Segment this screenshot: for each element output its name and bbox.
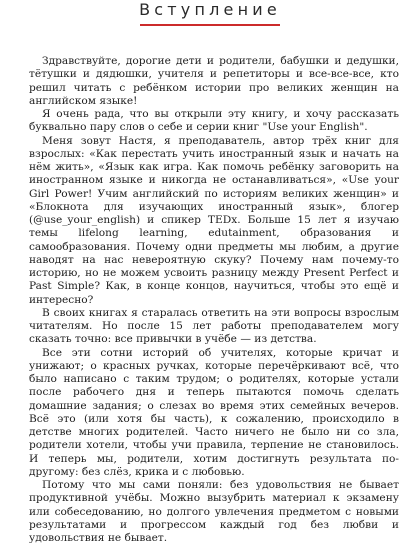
page-heading: Вступление bbox=[139, 0, 281, 19]
paragraph-stories: Все эти сотни историй об учителях, которые кричат и унижают; о красных ручках, которые перечёркивают всё, что было написано с таким трудом; о родителях, которые устали после рабочего дня и теперь пытаются помочь сделать домашние задания; о слезах во время этих семейных вечеров. Всё это (или хотя бы часть), к сожалению, происходило в детстве многих родителей. Часто ничего не было ни со зла, родители хотели, чтобы учи правила, терпение не становилось. И теперь мы, родители, хотим достигнуть результата по-другому: без слёз, крика и с любовью. bbox=[29, 346, 399, 478]
paragraph-greeting: Здравствуйте, дорогие дети и родители, бабушки и дедушки, тётушки и дядюшки, учителя и репетиторы и все-все-все, кто решил читать с ребёнком истории про великих женщин на английском языке! bbox=[29, 55, 399, 107]
paragraph-conclusion: Потому что мы сами поняли: без удовольствия не бывает продуктивной учёбы. Можно вызубрить материал к экзамену или собеседованию, но долгого увлечения предметом с новыми результатами и прогрессом каждый год без любви и удовольствия не бывает. bbox=[29, 479, 399, 544]
body-text bbox=[29, 55, 399, 545]
paragraph-childhood-habits: В своих книгах я старалась ответить на эти вопросы взрослым читателям. Но после 15 лет работы преподавателем могу сказать точно: все привычки в учёбе — из детства. bbox=[29, 306, 399, 346]
paragraph-intro: Я очень рада, что вы открыли эту книгу, и хочу рассказать буквально пару слов о себе и серии книг "Use your English". bbox=[29, 108, 399, 134]
paragraph-about-author: Меня зовут Настя, я преподаватель, автор трёх книг для взрослых: «Как перестать учить иностранный язык и начать на нём жить», «Язык как игра. Как помочь ребёнку заговорить на иностранном языке и никогда не останавливаться», «Use your Girl Power! Учим английский по историям великих женщин» и «Блокнота для изучающих иностранный язык», блогер (@use_your_english) и спикер TEDx. Больше 15 лет я изучаю темы lifelong learning, edutainment, образования и самообразования. Почему одни предметы мы любим, а другие наводят на нас невероятную скуку? Почему нам почему-то историю, но не можем усвоить разницу между Present Perfect и Past Simple? Как, в конце концов, научиться, чтобы это ещё и интересно? bbox=[29, 134, 399, 306]
heading-block bbox=[0, 0, 420, 30]
heading-underline bbox=[140, 24, 280, 26]
